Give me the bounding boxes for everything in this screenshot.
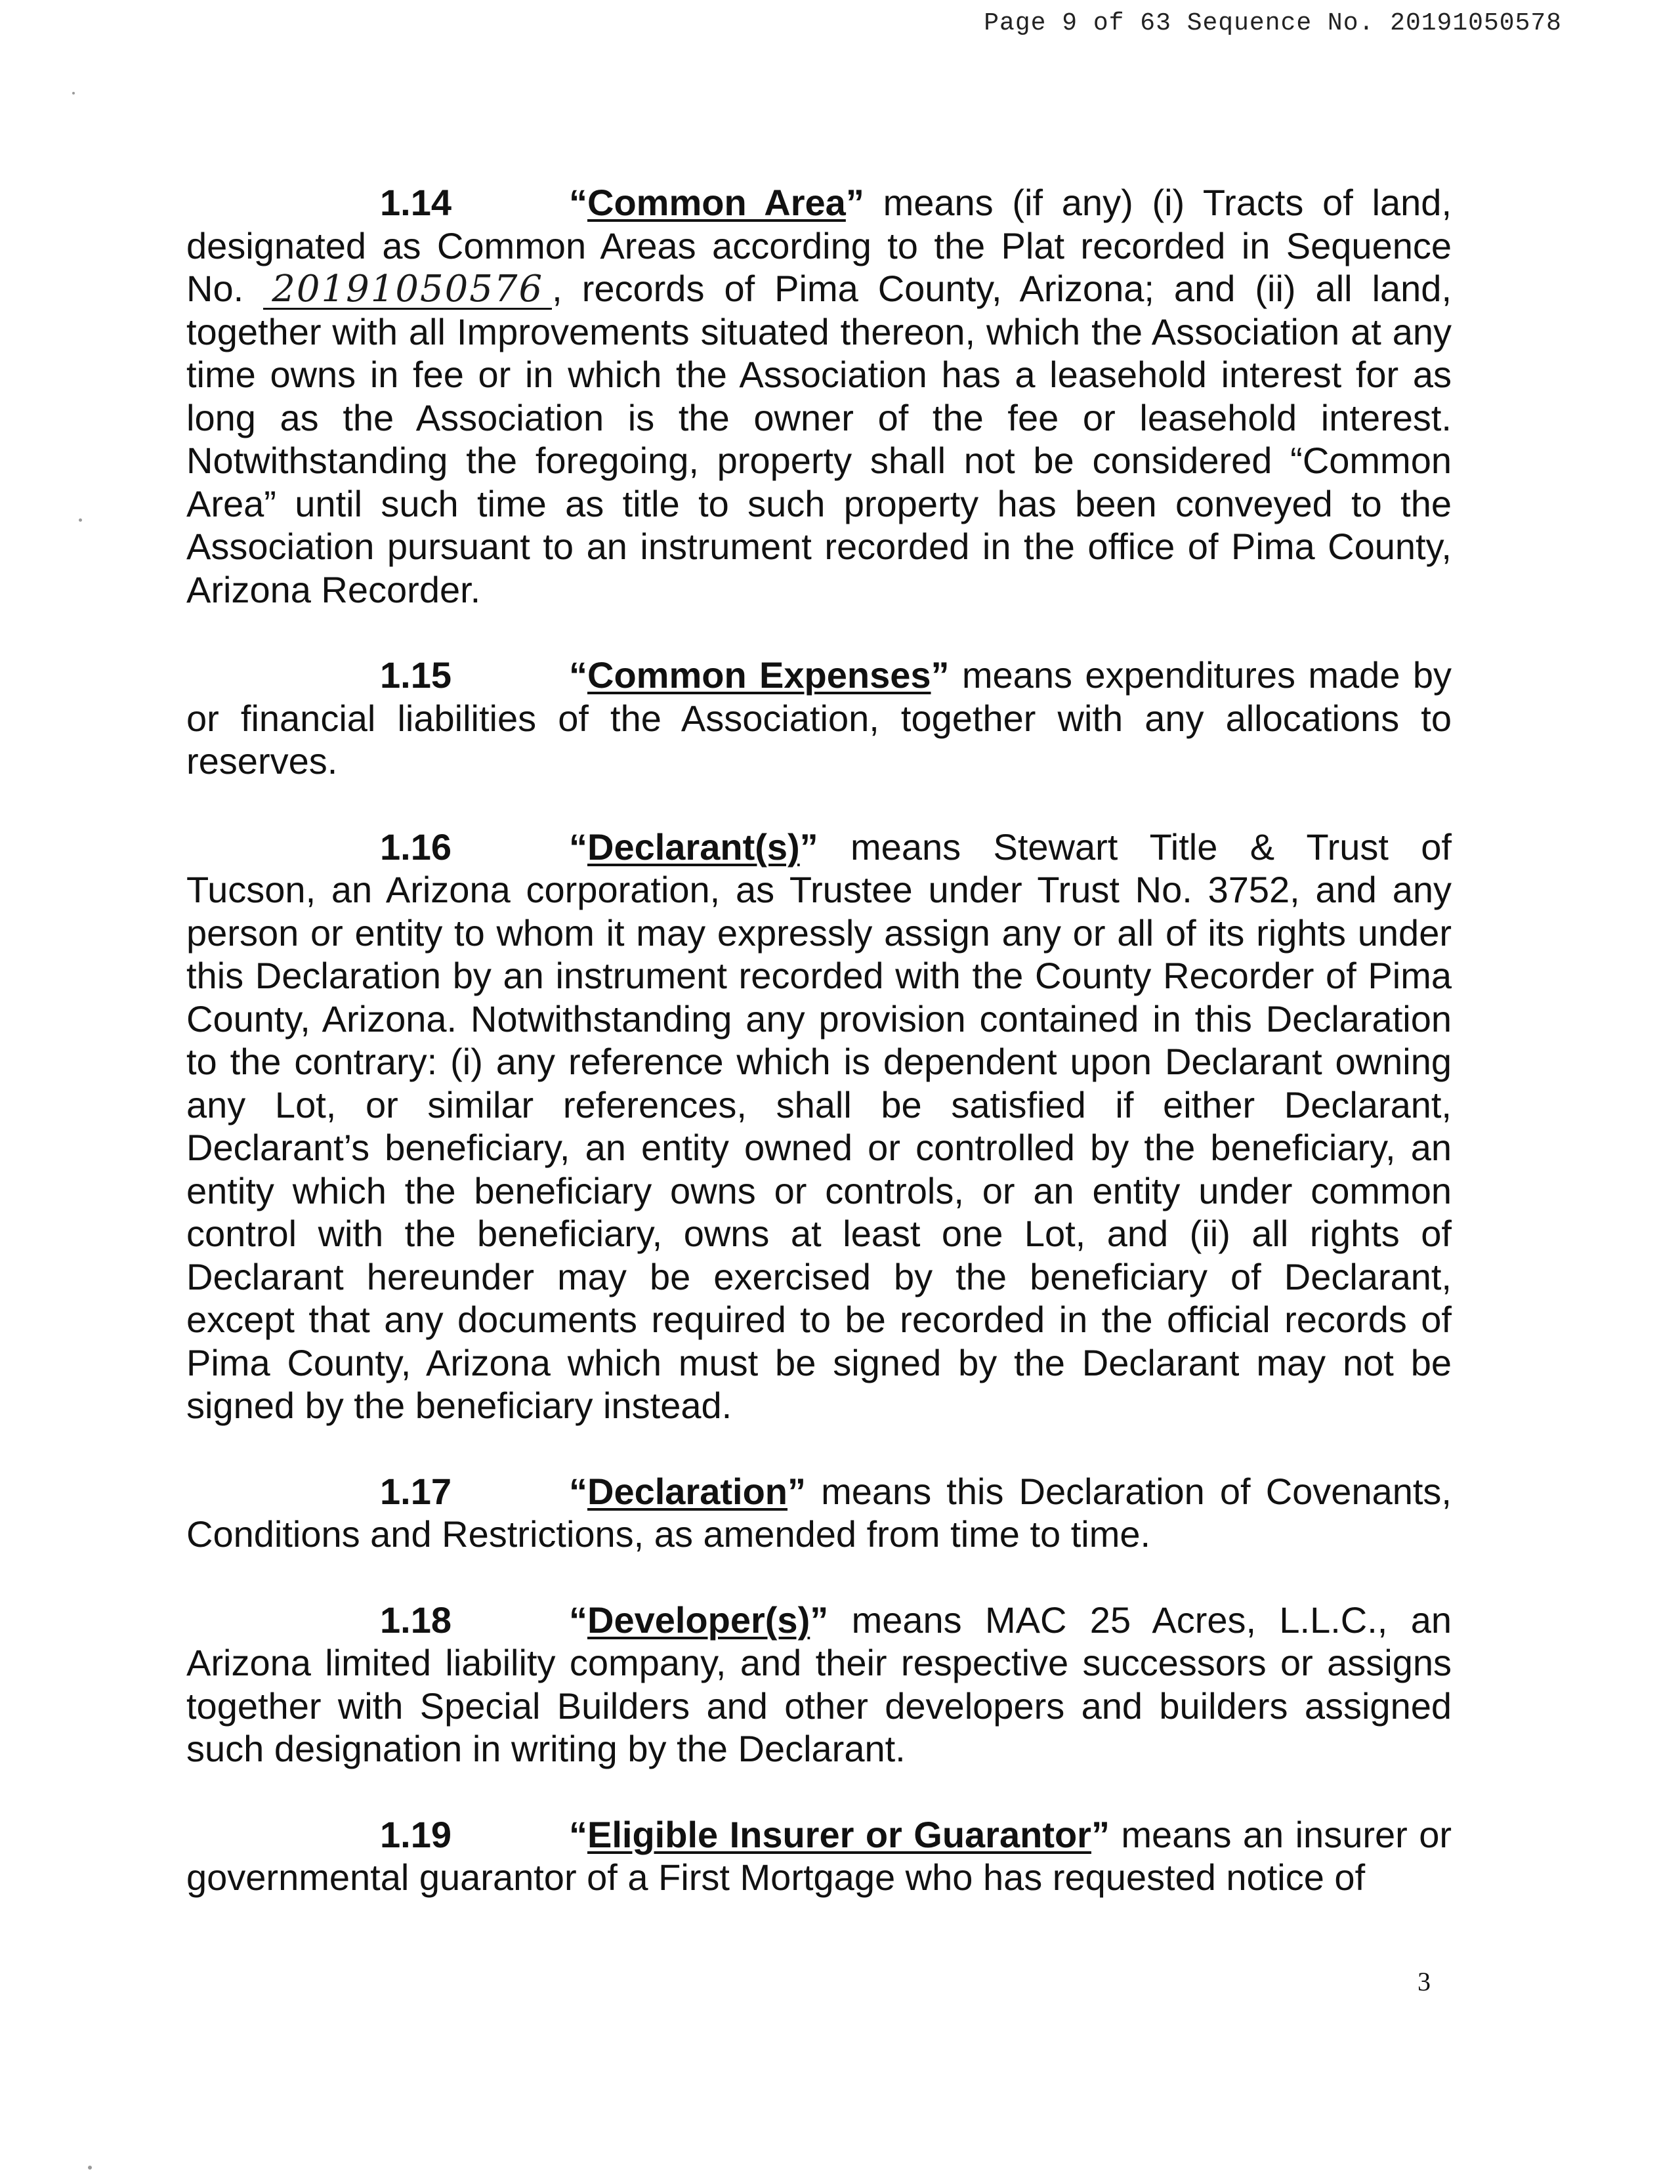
term-open-quote: “ [569, 1470, 587, 1512]
term-close-quote: ” [788, 1470, 806, 1512]
section-number: 1.15 [380, 654, 452, 696]
section-1-14 [186, 181, 1452, 611]
section-number: 1.16 [380, 826, 452, 868]
term-text: Eligible Insurer or Guarantor [587, 1813, 1091, 1855]
section-text: means expenditures made by or financial liabilities of the Association, together with any allocations to reserves. [186, 654, 1452, 782]
section-1-17 [186, 1470, 1452, 1556]
page-number: 3 [1418, 1967, 1431, 1996]
scan-speck [88, 2166, 92, 2170]
term-close-quote: ” [931, 654, 950, 696]
term-open-quote: “ [569, 182, 587, 223]
section-number: 1.19 [380, 1813, 452, 1855]
section-text: means MAC 25 Acres, L.L.C., an Arizona limited liability company, and their respective successors or assigns together with Special Builders and other developers and builders assigned such designation in writing by the Declarant. [186, 1599, 1452, 1769]
term-close-quote: ” [1091, 1813, 1110, 1855]
section-text: means this Declaration of Covenants, Conditions and Restrictions, as amended from time to time. [186, 1470, 1452, 1555]
section-number: 1.14 [380, 182, 452, 223]
section-1-19 [186, 1813, 1452, 1899]
term-text: Declaration [587, 1470, 788, 1512]
section-number: 1.17 [380, 1470, 452, 1512]
section-1-15 [186, 654, 1452, 783]
term-open-quote: “ [569, 826, 587, 868]
section-1-16 [186, 826, 1452, 1427]
defined-term [569, 1471, 806, 1512]
term-close-quote: ” [845, 182, 864, 223]
section-text: means an insurer or governmental guarantor of a First Mortgage who has requested notice of [186, 1813, 1452, 1898]
term-text: Common Expenses [587, 654, 931, 696]
section-text: means (if any) (i) Tracts of land, designated as Common Areas according to the Plat recorded in Sequence No. [186, 182, 1452, 309]
term-close-quote: ” [810, 1599, 829, 1641]
term-open-quote: “ [569, 654, 587, 696]
defined-term [569, 1599, 828, 1641]
section-text: means Stewart Title & Trust of Tucson, an Arizona corporation, as Trustee under Trust No. 3752, and any person or entity to whom it may expressly assign any or all of its rights under this Declaration by an instrument recorded with the County Recorder of Pima County, Arizona. Notwithstanding any provision contained in this Declaration to the contrary: (i) any reference which is dependent upon Declarant owning any Lot, or similar references, shall be satisfied if either Declarant, Declarant’s beneficiary, an entity owned or controlled by the beneficiary, an entity which the beneficiary owns or controls, or an entity under common control with the beneficiary, owns at least one Lot, and (ii) all rights of Declarant hereunder may be exercised by the beneficiary of Declarant, except that any documents required to be recorded in the official records of Pima County, Arizona which must be signed by the Declarant may not be signed by the beneficiary instead. [186, 826, 1452, 1426]
term-open-quote: “ [569, 1599, 587, 1641]
term-text: Developer(s) [587, 1599, 810, 1641]
handwritten-sequence-number: 20191050576 [263, 271, 552, 310]
term-text: Common Area [587, 182, 846, 223]
term-close-quote: ” [799, 826, 818, 868]
defined-term [569, 826, 818, 868]
document-body [186, 181, 1452, 1942]
scan-speck [72, 92, 75, 94]
term-open-quote: “ [569, 1813, 587, 1855]
defined-term [569, 654, 950, 696]
scan-speck [79, 518, 82, 522]
section-1-18 [186, 1599, 1452, 1771]
section-number: 1.18 [380, 1599, 452, 1641]
page-header: Page 9 of 63 Sequence No. 20191050578 [984, 9, 1562, 37]
term-text: Declarant(s) [587, 826, 800, 868]
defined-term [569, 1814, 1110, 1855]
section-text-continued: , records of Pima County, Arizona; and (ii) all land, together with all Improvements situated thereon, which the Association at any time owns in fee or in which the Association has a leasehold interest for as long as the Association is the owner of the fee or leasehold interest. Notwithstanding the foregoing, property shall not be considered “Common Area” until such time as title to such property has been conveyed to the Association pursuant to an instrument recorded in the office of Pima County, Arizona Recorder. [186, 268, 1452, 610]
defined-term [569, 182, 864, 223]
